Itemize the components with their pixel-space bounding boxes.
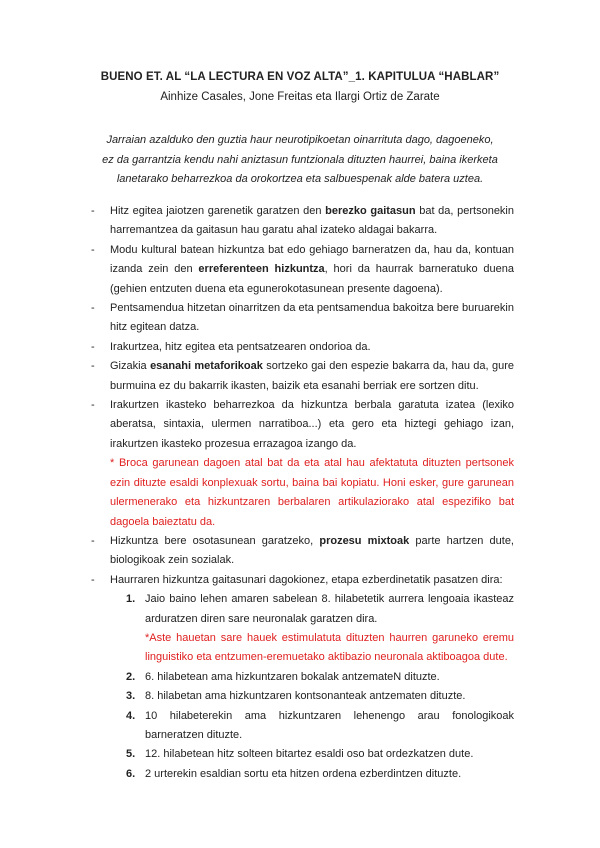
stage-item — [0, 668, 600, 687]
list-item-text: Irakurtzea, hitz egitea eta pentsatzearen ondorioa da. — [110, 340, 371, 353]
stage-number: 3. — [126, 690, 136, 703]
list-item-text: Hizkuntza bere osotasunean garatzeko, prozesu mixtoak parte hartzen dute, biologikoak zein sozialak. — [110, 534, 514, 567]
stage-item — [0, 707, 600, 746]
document-title: BUENO ET. AL “LA LECTURA EN VOZ ALTA”_1. KAPITULUA “HABLAR” — [100, 71, 500, 83]
stage-number: 4. — [126, 709, 136, 722]
bullet-dash: - — [91, 360, 95, 373]
list-item-text: Gizakia esanahi metaforikoak sortzeko gai den espezie bakarra da, hau da, gure burmuina ez du bakarrik ikasten, baizik eta esanahi berriak ere sortzen ditu. — [110, 360, 514, 392]
list-item — [0, 357, 600, 396]
bullet-dash: - — [91, 340, 95, 353]
bullet-dash: - — [91, 243, 95, 256]
stage-item — [0, 765, 600, 784]
stages-list — [0, 590, 600, 784]
stage-text: 12. hilabetean hitz solteen bitartez esaldi oso bat ordezkatzen dute. — [145, 748, 474, 761]
list-item-text: Hitz egitea jaiotzen garenetik garatzen den berezko gaitasun bat da, pertsonekin harremantzea da gaitasun hau garatu ahal izateko aldagai bakarra. — [110, 205, 514, 237]
stage-number: 1. — [126, 593, 136, 606]
stage-text: 8. hilabetan ama hizkuntzaren kontsonanteak antzematen dituzte. — [145, 690, 466, 703]
list-item — [0, 241, 600, 299]
document-authors: Ainhize Casales, Jone Freitas eta Ilargi Ortiz de Zarate — [160, 91, 440, 103]
stage-number: 6. — [126, 767, 136, 780]
bullet-dash: - — [91, 534, 95, 547]
stage-item — [0, 687, 600, 706]
list-item-text: Haurraren hizkuntza gaitasunari dagokionez, etapa ezberdinetatik pasatzen dira: — [110, 573, 503, 586]
list-item — [0, 532, 600, 571]
stage-number: 2. — [126, 670, 136, 683]
stage-item — [0, 745, 600, 764]
list-item — [0, 202, 600, 241]
list-item — [0, 396, 600, 532]
intro-paragraph: Jarraian azalduko den guztia haur neurotipikoetan oinarrituta dago, dagoeneko, ez da garrantzia kendu nahi aniztasun funtzionala dituzten haurrei, baina ikerketa lanetarako beharrezkoa da orokortzea eta salbuespenak alde batera uztea. — [102, 134, 498, 185]
stage-text: 6. hilabetean ama hizkuntzaren bokalak antzemateN dituzte. — [145, 670, 440, 683]
list-item — [0, 338, 600, 357]
stage-item — [0, 590, 600, 668]
list-item-text: Modu kultural batean hizkuntza bat edo gehiago barneratzen da, hau da, kontuan izanda zein den erreferenteen hizkuntza, hori da haurrak barneratuko duena (gehien entzuten duena eta egunerokotasunean presente dagoena). — [110, 243, 514, 295]
stage-note: *Aste hauetan sare hauek estimulatuta dituzten haurren garuneko eremu linguistiko eta entzumen-eremuetako aktibazio neuronala aktiboagoa dute. — [145, 631, 514, 664]
stage-number: 5. — [126, 748, 136, 761]
list-item — [0, 299, 600, 338]
bullet-dash: - — [91, 573, 95, 586]
broca-note: * Broca garunean dagoen atal bat da eta atal hau afektatuta dituzten pertsonek ezin dituzte esaldi konplexuak sortu, baina bai kopiatu. Honi esker, gure garunean ulermenerako eta hizkuntzaren berbalaren artikulaziorako atal espezifiko bat dagoela baieztatu da. — [110, 457, 514, 528]
list-item-text: Irakurtzen ikasteko beharrezkoa da hizkuntza berbala garatuta izatea (lexiko aberatsa, sintaxia, ulermen narratiboa...) eta gero eta hiztegi gehiago izan, irakurtzen ikasteko prozesua errazagoa izango da. — [110, 399, 514, 450]
list-item-text: Pentsamendua hitzetan oinarritzen da eta pentsamendua bakoitza bere buruarekin hitz egitean datza. — [110, 302, 514, 334]
stage-text: Jaio baino lehen amaren sabelean 8. hilabetetik aurrera lengoaia ikasteaz arduratzen diren sare neuronalak garatzen dira. — [145, 593, 514, 625]
list-item — [0, 571, 600, 590]
stage-text: 10 hilabeterekin ama hizkuntzaren lehenengo arau fonologikoak barneratzen dituzte. — [145, 709, 514, 741]
bullet-dash: - — [91, 399, 95, 412]
stage-text: 2 urterekin esaldian sortu eta hitzen ordena ezberdintzen dituzte. — [145, 767, 462, 780]
bullet-dash: - — [91, 205, 95, 217]
bullet-dash: - — [91, 302, 95, 315]
bullet-list — [0, 202, 600, 784]
